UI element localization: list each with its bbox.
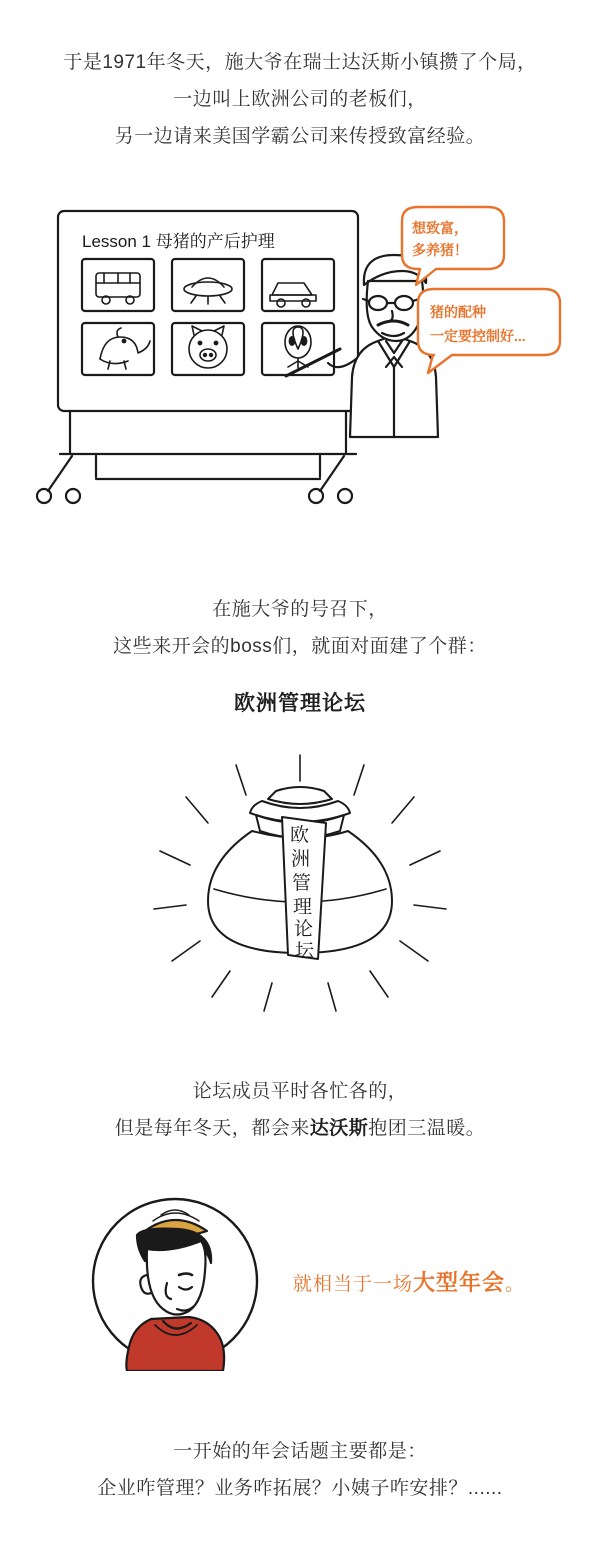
davos-line-1: 论坛成员平时各忙各的， <box>192 1081 408 1103</box>
jar-label-char-0: 欧 <box>290 825 310 847</box>
jar-illustration <box>0 739 600 1029</box>
davos-line-2 <box>28 1110 572 1147</box>
jar-label-char-4: 论 <box>294 919 314 941</box>
annual-meeting-prefix: 就相当于一场 <box>292 1273 413 1295</box>
avatar-annual-meeting-row <box>0 1191 600 1371</box>
davos-keyword: 达沃斯 <box>309 1118 369 1140</box>
jar-label-char-5: 坛 <box>295 941 315 963</box>
intro-line-3: 另一边请来美国学霸公司来传授致富经验。 <box>114 126 486 148</box>
forum-intro-line-1: 在施大爷的号召下， <box>212 599 388 621</box>
bubble-get-rich-line-2: 多养猪！ <box>412 242 468 259</box>
forum-intro-paragraph <box>0 591 600 665</box>
davos-line-2-after: 抱团三温暖。 <box>368 1118 486 1140</box>
davos-line-2-before: 但是每年冬天，都会来 <box>114 1118 310 1140</box>
forum-intro-line-2: 这些来开会的boss们，就面对面建了个群： <box>113 636 487 658</box>
lesson-title: Lesson 1 母猪的产后护理 <box>82 232 275 252</box>
bubble-breeding-line-1: 猪的配种 <box>430 304 486 321</box>
topics-line-1: 一开始的年会话题主要都是： <box>173 1441 427 1463</box>
jar-label-char-1: 洲 <box>291 849 311 871</box>
annual-meeting-keyword: 大型年会 <box>412 1269 505 1295</box>
intro-line-2: 一边叫上欧洲公司的老板们， <box>173 89 427 111</box>
whiteboard-illustration <box>0 199 600 529</box>
annual-meeting-line <box>293 1266 525 1297</box>
topics-line-2: 企业咋管理？业务咋拓展？小姨子咋安排？...... <box>97 1478 503 1500</box>
jar-label-char-2: 管 <box>292 873 312 895</box>
bubble-breeding-line-2: 一定要控制好... <box>430 328 526 345</box>
topics-paragraph <box>0 1433 600 1507</box>
bubble-breeding <box>418 289 560 373</box>
forum-name-title: 欧洲管理论坛 <box>234 692 366 716</box>
bubble-get-rich-line-1: 想致富， <box>412 220 468 237</box>
intro-line-1: 于是1971年冬天，施大爷在瑞士达沃斯小镇攒了个局， <box>63 52 537 73</box>
bubble-get-rich <box>402 207 504 285</box>
jar-label-char-3: 理 <box>293 897 313 919</box>
intro-paragraph <box>0 44 600 155</box>
annual-meeting-suffix: 。 <box>505 1273 526 1295</box>
davos-paragraph <box>0 1073 600 1147</box>
avatar <box>75 1191 275 1371</box>
